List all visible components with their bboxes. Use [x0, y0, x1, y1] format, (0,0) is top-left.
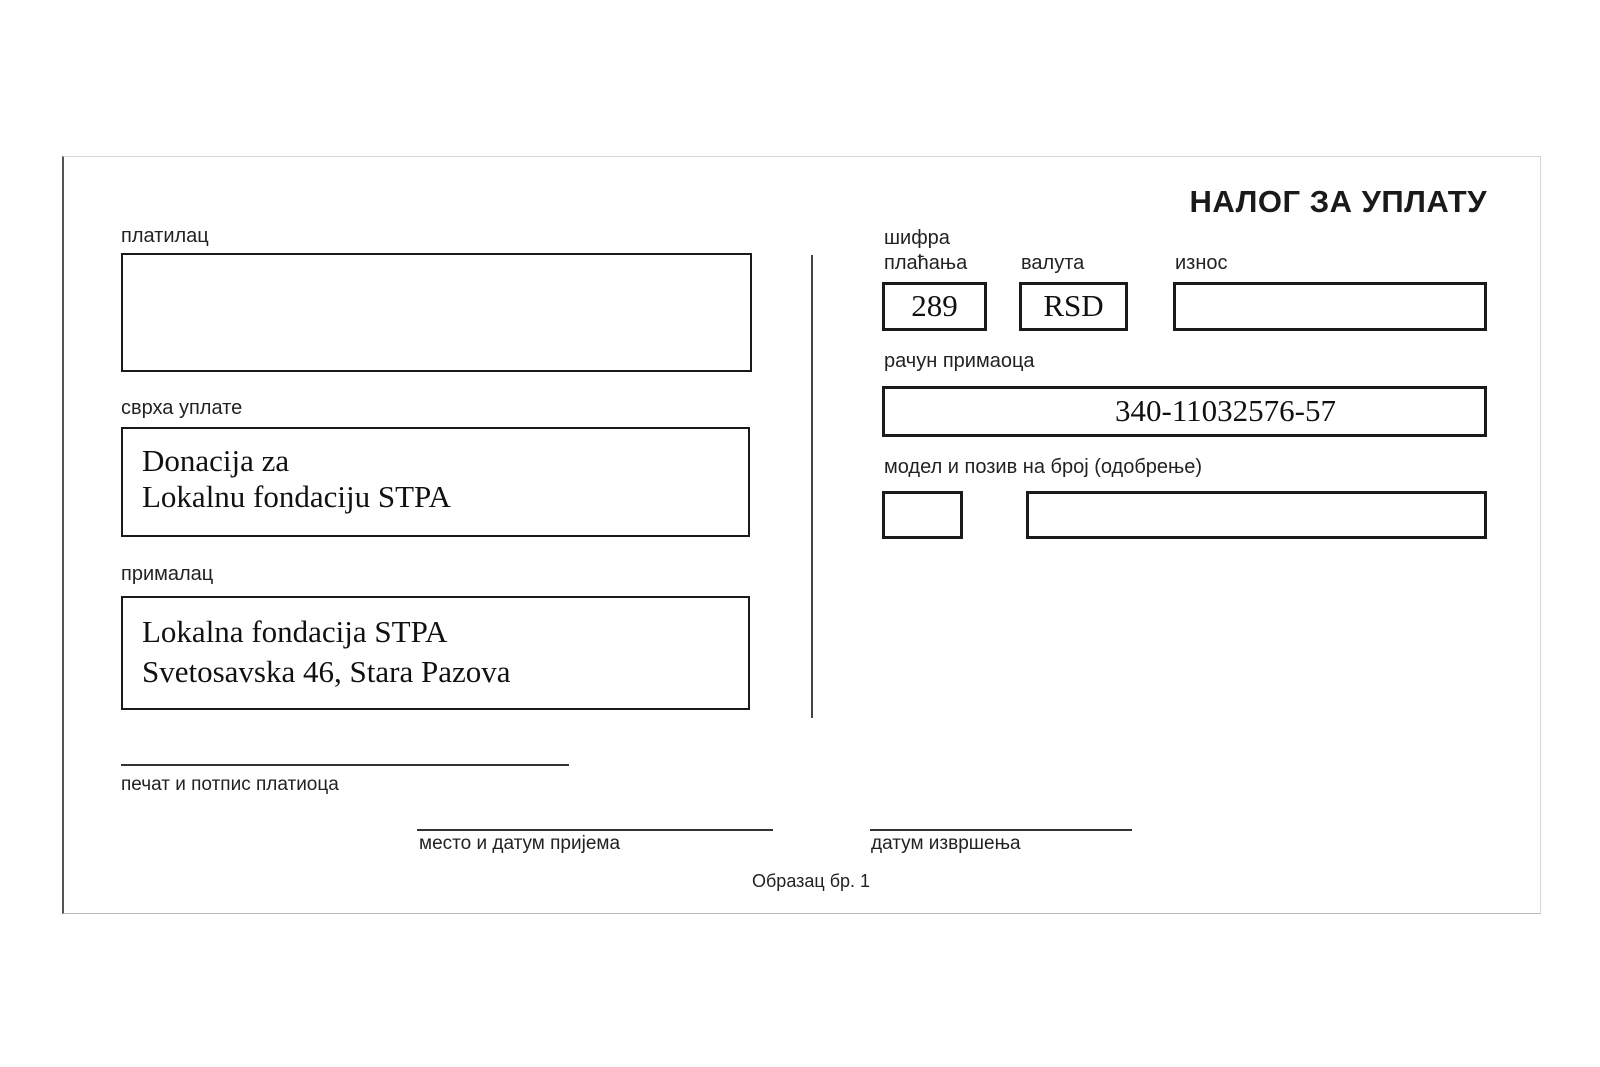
currency-label: валута: [1021, 252, 1085, 274]
payer-label: платилац: [121, 225, 209, 247]
execution-date-line: [870, 829, 1132, 831]
purpose-line-1: Donacija za: [142, 443, 290, 478]
currency-field[interactable]: [1019, 282, 1128, 331]
place-date-line: [417, 829, 773, 831]
payer-field[interactable]: [121, 253, 752, 372]
payment-code-field[interactable]: [882, 282, 987, 331]
reference-number-field[interactable]: [1026, 491, 1487, 539]
recipient-account-label: рачун примаоца: [884, 350, 1035, 372]
column-divider: [811, 255, 813, 718]
form-title: НАЛОГ ЗА УПЛАТУ: [1189, 184, 1487, 219]
purpose-line-2: Lokalnu fondaciju STPA: [142, 479, 451, 514]
form-number: Образац бр. 1: [752, 871, 871, 891]
recipient-field[interactable]: [121, 596, 750, 710]
payment-code-label-1: шифра: [884, 227, 950, 249]
recipient-label: прималац: [121, 563, 214, 585]
signature-line: [121, 764, 569, 766]
execution-date-label: датум извршења: [871, 833, 1021, 854]
place-date-label: место и датум пријема: [419, 833, 621, 854]
amount-label: износ: [1175, 252, 1228, 274]
purpose-field[interactable]: [121, 427, 750, 537]
amount-field[interactable]: [1173, 282, 1487, 331]
currency-value: RSD: [1043, 288, 1104, 323]
signature-label: печат и потпис платиоца: [121, 774, 339, 795]
payment-code-label-2: плаћања: [884, 252, 968, 274]
recipient-account-field[interactable]: [882, 386, 1487, 437]
purpose-label: сврха уплате: [121, 397, 243, 419]
recipient-line-2: Svetosavska 46, Stara Pazova: [142, 654, 511, 689]
recipient-line-1: Lokalna fondacija STPA: [142, 614, 448, 649]
model-reference-label: модел и позив на број (одобрење): [884, 456, 1203, 478]
recipient-account-value: 340-11032576-57: [1115, 393, 1336, 428]
model-field[interactable]: [882, 491, 963, 539]
payment-code-value: 289: [911, 288, 958, 323]
